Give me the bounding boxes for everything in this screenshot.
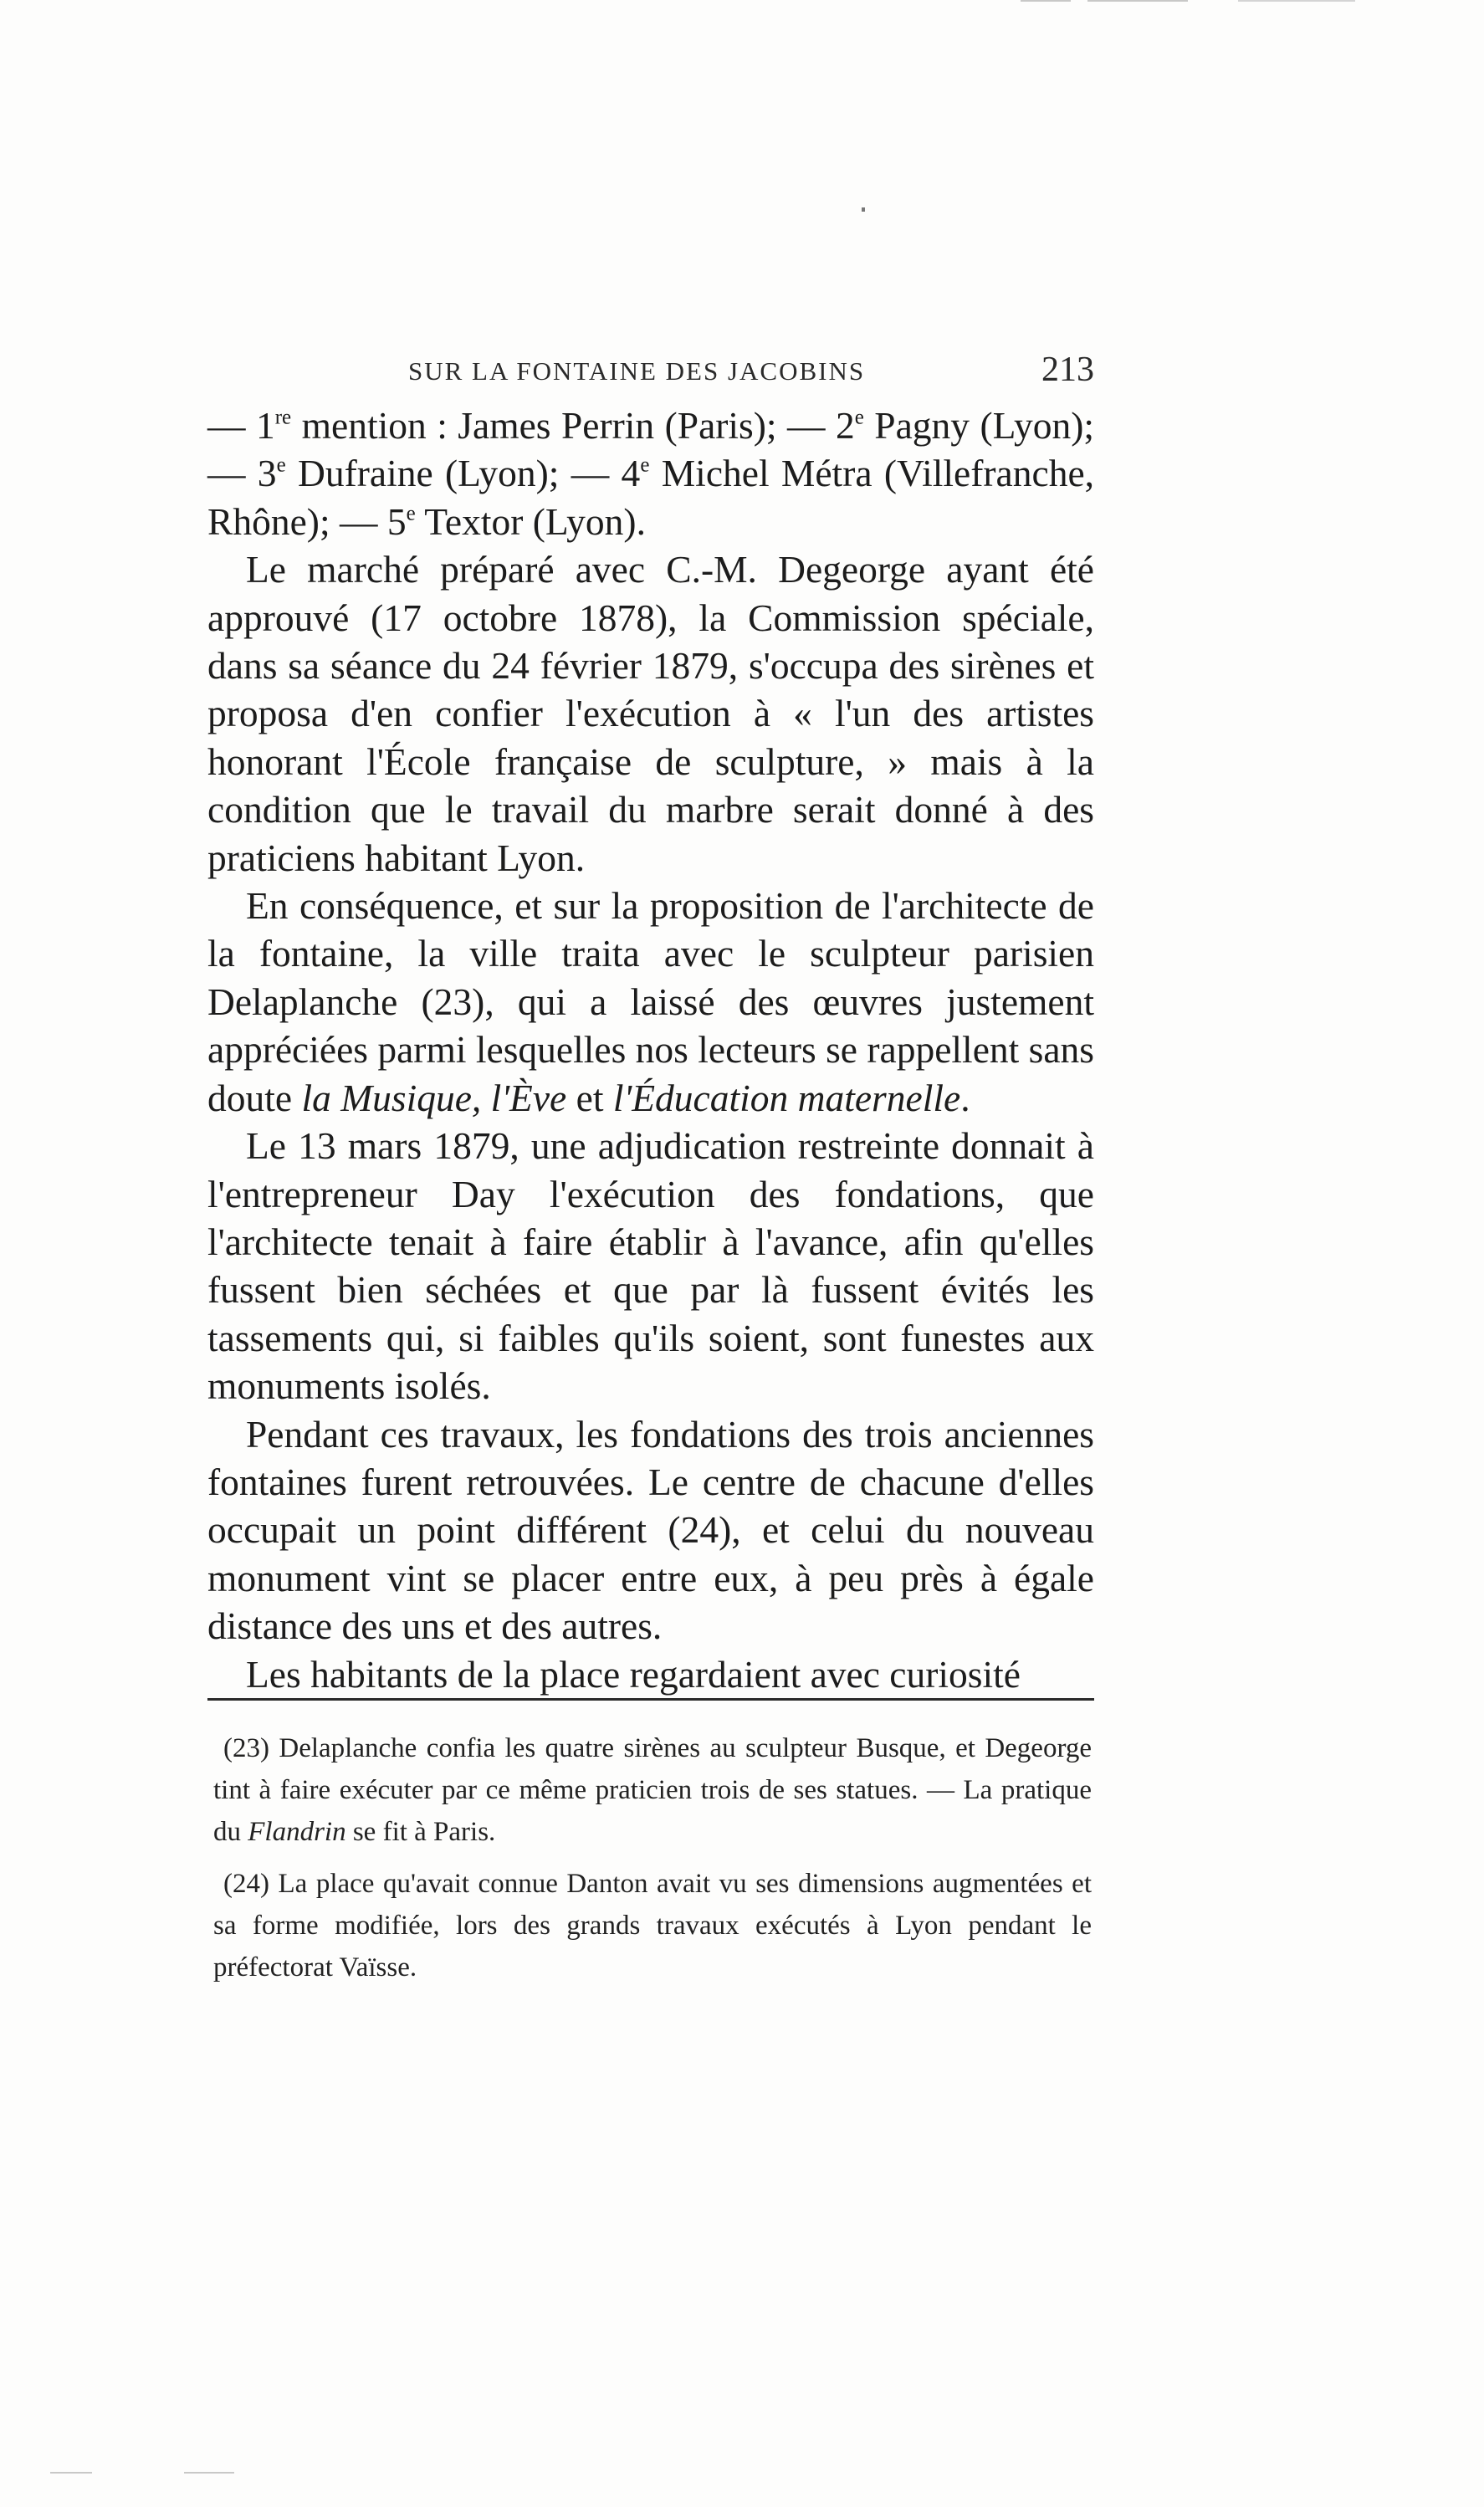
footnotes (213, 1727, 1092, 1998)
paragraph-prize-list: — 1re mention : James Perrin (Paris); — 2e Pagny (Lyon); — 3e Dufraine (Lyon); — 4e Michel Métra (Villefranche, Rhône); — 5e Textor (Lyon). (207, 404, 1095, 543)
page-number: 213 (1041, 350, 1094, 389)
paragraph-inhabitants: Les habitants de la place regardaient avec curiosité (246, 1652, 1021, 1696)
scan-edge-mark (1021, 0, 1071, 2)
paragraph-foundations: Pendant ces travaux, les fondations des trois anciennes fontaines furent retrouvées. Le centre de chacune d'elles occupait un point différent (24), et celui du nouveau monument vint se placer entre eux, à peu près à égale distance des uns et des autres. (207, 1412, 1094, 1648)
footnote-23: (23) Delaplanche confia les quatre sirènes au sculpteur Busque, et Degeorge tint à faire exécuter par ce même praticien trois de ses statues. — La pratique du Flandrin se fit à Paris. (213, 1733, 1092, 1847)
footnote-rule (207, 1698, 1094, 1701)
scan-edge-mark (1087, 0, 1188, 2)
paragraph-commission: Le marché préparé avec C.-M. Degeorge ayant été approuvé (17 octobre 1878), la Commission spéciale, dans sa séance du 24 février 1879, s'occupa des sirènes et proposa d'en confier l'exécution à « l'un des artistes honorant l'École française de sculpture, » mais à la condition que le travail du marbre serait donné à des praticiens habitant Lyon. (207, 548, 1094, 879)
paragraph-delaplanche: En conséquence, et sur la proposition de l'architecte de la fontaine, la ville traita avec le sculpteur parisien Delaplanche (23), qui a laissé des œuvres justement appréciées parmi lesquelles nos lecteurs se rappellent sans doute la Musique, l'Ève et l'Éducation maternelle. (207, 884, 1095, 1119)
scan-speck (862, 207, 865, 212)
scan-edge-mark (184, 2472, 234, 2474)
paragraph-adjudication: Le 13 mars 1879, une adjudication restreinte donnait à l'entrepreneur Day l'exécution des fondations, que l'architecte tenait à faire établir à l'avance, afin qu'elles fussent bien séchées et que par là fussent évités les tassements qui, si faibles qu'ils soient, sont funestes aux monuments isolés. (207, 1124, 1094, 1408)
scan-edge-mark (50, 2472, 92, 2474)
main-text (207, 402, 1094, 1698)
footnote-24: (24) La place qu'avait connue Danton avait vu ses dimensions augmentées et sa forme modifiée, lors des grands travaux exécutés à Lyon pendant le préfectorat Vaïsse. (213, 1869, 1092, 1983)
scan-edge-mark (1238, 0, 1355, 2)
page-header (207, 350, 1094, 391)
running-title: SUR LA FONTAINE DES JACOBINS (408, 356, 866, 386)
